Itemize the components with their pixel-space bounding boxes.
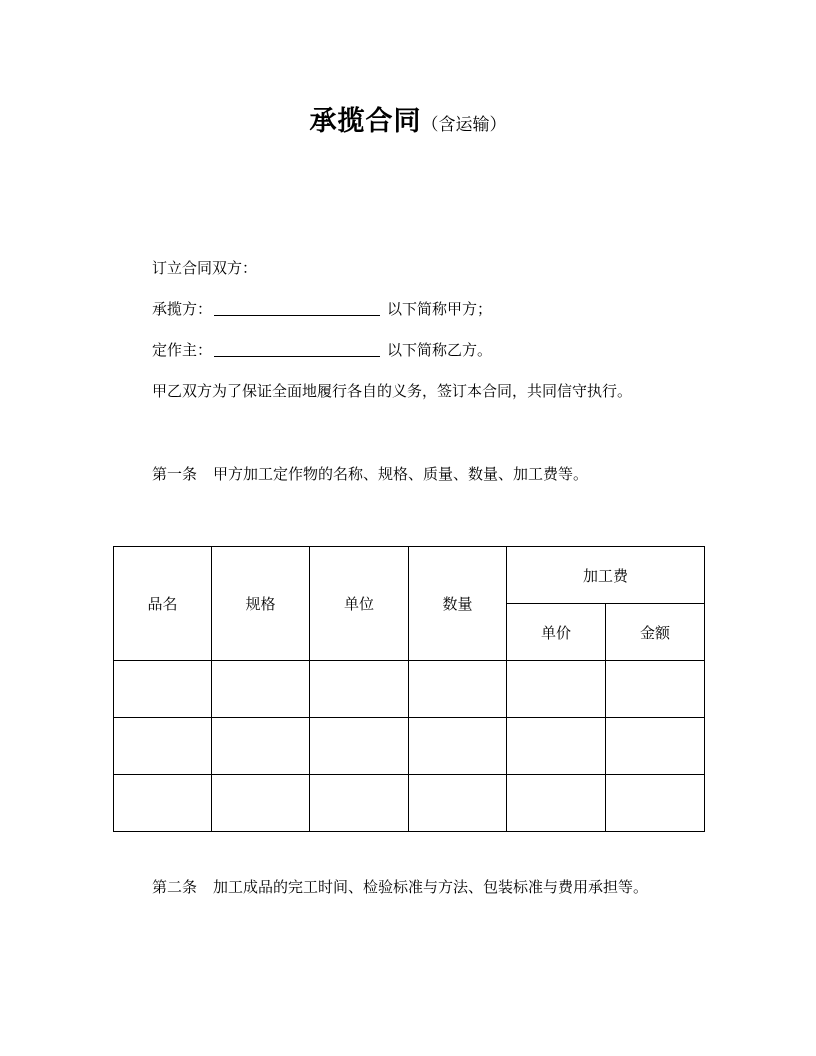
table-cell[interactable] (606, 718, 705, 775)
table-cell[interactable] (212, 661, 310, 718)
table-header-row (114, 547, 705, 604)
header-processing-fee: 加工费 (507, 547, 705, 604)
table-cell[interactable] (310, 661, 409, 718)
table-cell[interactable] (409, 661, 507, 718)
table-cell[interactable] (310, 718, 409, 775)
client-suffix: 以下简称乙方。 (387, 341, 493, 359)
contractor-label: 承揽方： (152, 300, 213, 318)
contractor-line (152, 299, 492, 319)
table-cell[interactable] (507, 661, 606, 718)
table-cell[interactable] (606, 775, 705, 832)
title-main: 承揽合同 (309, 106, 422, 137)
table-cell[interactable] (212, 718, 310, 775)
header-unit: 单位 (310, 547, 409, 661)
article-1-number: 第一条 (152, 465, 198, 483)
table-cell[interactable] (409, 718, 507, 775)
agreement-statement: 甲乙双方为了保证全面地履行各自的义务，签订本合同，共同信守执行。 (152, 382, 633, 400)
client-line (152, 340, 492, 360)
article-2-number: 第二条 (152, 878, 198, 896)
items-table (113, 546, 705, 832)
header-unit-price: 单价 (507, 604, 606, 661)
table-cell[interactable] (114, 718, 212, 775)
client-label: 定作主： (152, 341, 213, 359)
header-quantity: 数量 (409, 547, 507, 661)
article-2 (152, 877, 648, 897)
contractor-suffix: 以下简称甲方； (387, 300, 493, 318)
table-row (114, 661, 705, 718)
header-spec: 规格 (212, 547, 310, 661)
table-cell[interactable] (606, 661, 705, 718)
article-1-text: 甲方加工定作物的名称、规格、质量、数量、加工费等。 (213, 465, 589, 483)
table-cell[interactable] (507, 718, 606, 775)
parties-heading: 订立合同双方： (152, 259, 258, 277)
title-subtitle: （含运输） (421, 115, 507, 135)
document-title (0, 99, 816, 138)
contractor-name-blank[interactable] (214, 301, 380, 316)
table-cell[interactable] (507, 775, 606, 832)
client-name-blank[interactable] (214, 342, 380, 357)
table-cell[interactable] (114, 775, 212, 832)
table-cell[interactable] (310, 775, 409, 832)
table-cell[interactable] (212, 775, 310, 832)
table-row (114, 775, 705, 832)
table-cell[interactable] (114, 661, 212, 718)
header-name: 品名 (114, 547, 212, 661)
table-row (114, 718, 705, 775)
table-cell[interactable] (409, 775, 507, 832)
article-2-text: 加工成品的完工时间、检验标准与方法、包装标准与费用承担等。 (213, 878, 649, 896)
article-1 (152, 464, 588, 484)
header-amount: 金额 (606, 604, 705, 661)
